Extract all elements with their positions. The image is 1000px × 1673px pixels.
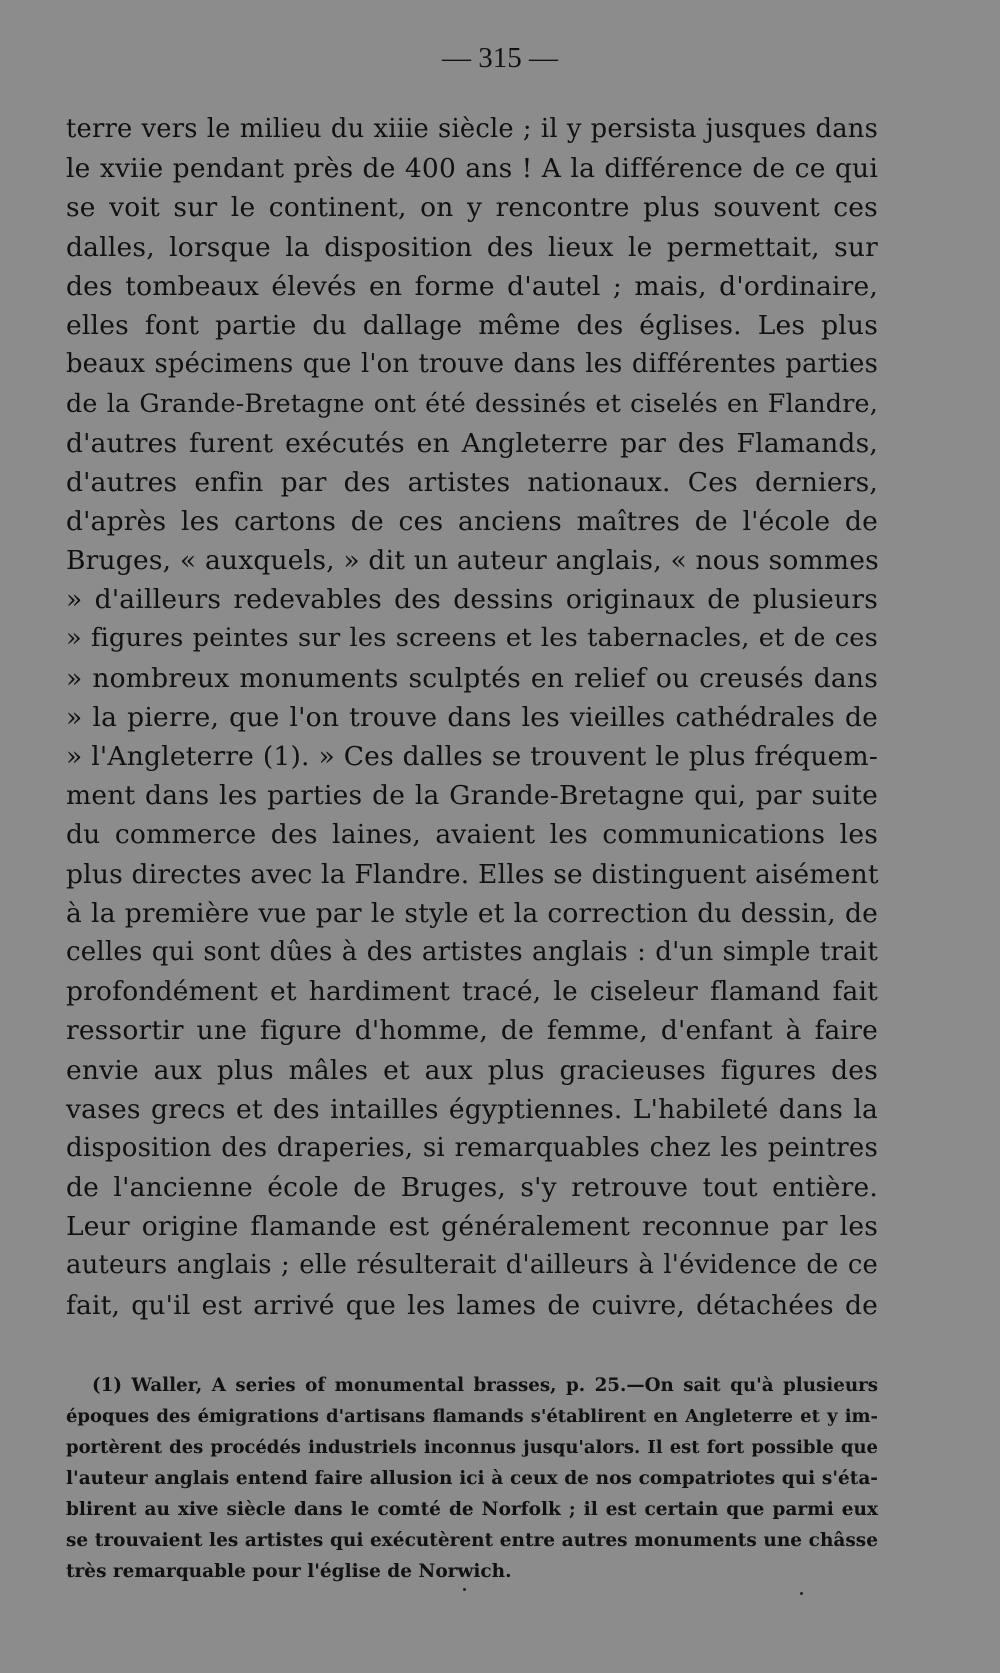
text-line: » la pierre, que l'on trouve dans les vieilles cathédrales de: [66, 701, 878, 733]
text-line: terre vers le milieu du xiiie siècle ; il y persista jusques dans: [66, 114, 878, 144]
text-line: ressortir une figure d'homme, de femme, d'enfant à faire: [66, 1015, 878, 1047]
text-line: de la Grande-Bretagne ont été dessinés et ciselés en Flandre,: [66, 388, 878, 419]
text-line: à la première vue par le style et la correction du dessin, de: [66, 897, 878, 929]
text-line: disposition des draperies, si remarquables chez les peintres: [66, 1132, 878, 1163]
text-line: auteurs anglais ; elle résulterait d'ailleurs à l'évidence de ce: [66, 1250, 878, 1281]
text-line: d'après les cartons de ces anciens maîtres de l'école de: [66, 505, 878, 537]
text-line: celles qui sont dûes à des artistes anglais : d'un simple trait: [66, 936, 878, 967]
text-line: se voit sur le continent, on y rencontre plus souvent ces: [66, 192, 878, 224]
footnote-line: très remarquable pour l'église de Norwich.: [66, 1561, 512, 1582]
text-line: » l'Angleterre (1). » Ces dalles se trouvent le plus fréquem-: [66, 741, 878, 772]
text-line: envie aux plus mâles et aux plus gracieuses figures des: [66, 1054, 878, 1086]
text-line: ment dans les parties de la Grande-Bretagne qui, par suite: [66, 780, 878, 812]
footnote-line: (1) Waller, A series of monumental brasses, p. 25.—On sait qu'à plusieurs: [92, 1375, 878, 1396]
speck-mark: [463, 1588, 466, 1591]
text-line: Bruges, « auxquels, » dit un auteur anglais, « nous sommes: [66, 545, 879, 577]
text-line: vases grecs et des intailles égyptiennes. L'habileté dans la: [66, 1093, 878, 1125]
main-text: [66, 110, 878, 1325]
text-line: d'autres enfin par des artistes nationaux. Ces derniers,: [66, 466, 878, 498]
text-line: plus directes avec la Flandre. Elles se distinguent aisément: [66, 858, 879, 890]
text-line: elles font partie du dallage même des églises. Les plus: [66, 309, 878, 341]
footnote: [66, 1370, 878, 1587]
footnote-line: l'auteur anglais entend faire allusion ici à ceux de nos compatriotes qui s'éta-: [66, 1468, 878, 1489]
speck-mark: [800, 1592, 803, 1595]
text-line: » figures peintes sur les screens et les tabernacles, et de ces: [66, 623, 878, 654]
text-line: de l'ancienne école de Bruges, s'y retrouve tout entière.: [66, 1172, 878, 1204]
footnote-line: blirent au xive siècle dans le comté de Norfolk ; il est certain que parmi eux: [66, 1499, 878, 1520]
text-line: dalles, lorsque la disposition des lieux le permettait, sur: [66, 231, 878, 263]
text-line: des tombeaux élevés en forme d'autel ; mais, d'ordinaire,: [66, 270, 878, 302]
text-line: » nombreux monuments sculptés en relief ou creusés dans: [66, 662, 878, 694]
text-line: » d'ailleurs redevables des dessins originaux de plusieurs: [66, 584, 878, 616]
text-line: le xviie pendant près de 400 ans ! A la différence de ce qui: [66, 153, 878, 185]
footnote-line: se trouvaient les artistes qui exécutèrent entre autres monuments une châsse: [66, 1530, 878, 1551]
text-line: d'autres furent exécutés en Angleterre par des Flamands,: [66, 427, 878, 459]
footnote-line: époques des émigrations d'artisans flamands s'établirent en Angleterre et y im-: [66, 1406, 878, 1427]
text-line: beaux spécimens que l'on trouve dans les différentes parties: [66, 349, 878, 380]
text-line: du commerce des laines, avaient les communications les: [66, 819, 878, 851]
page-number: — 315 —: [442, 42, 558, 74]
text-line: fait, qu'il est arrivé que les lames de cuivre, détachées de: [66, 1289, 878, 1321]
text-line: profondément et hardiment tracé, le ciseleur flamand fait: [66, 976, 878, 1008]
footnote-line: portèrent des procédés industriels inconnus jusqu'alors. Il est fort possible que: [66, 1437, 878, 1458]
text-line: Leur origine flamande est généralement reconnue par les: [66, 1211, 878, 1243]
